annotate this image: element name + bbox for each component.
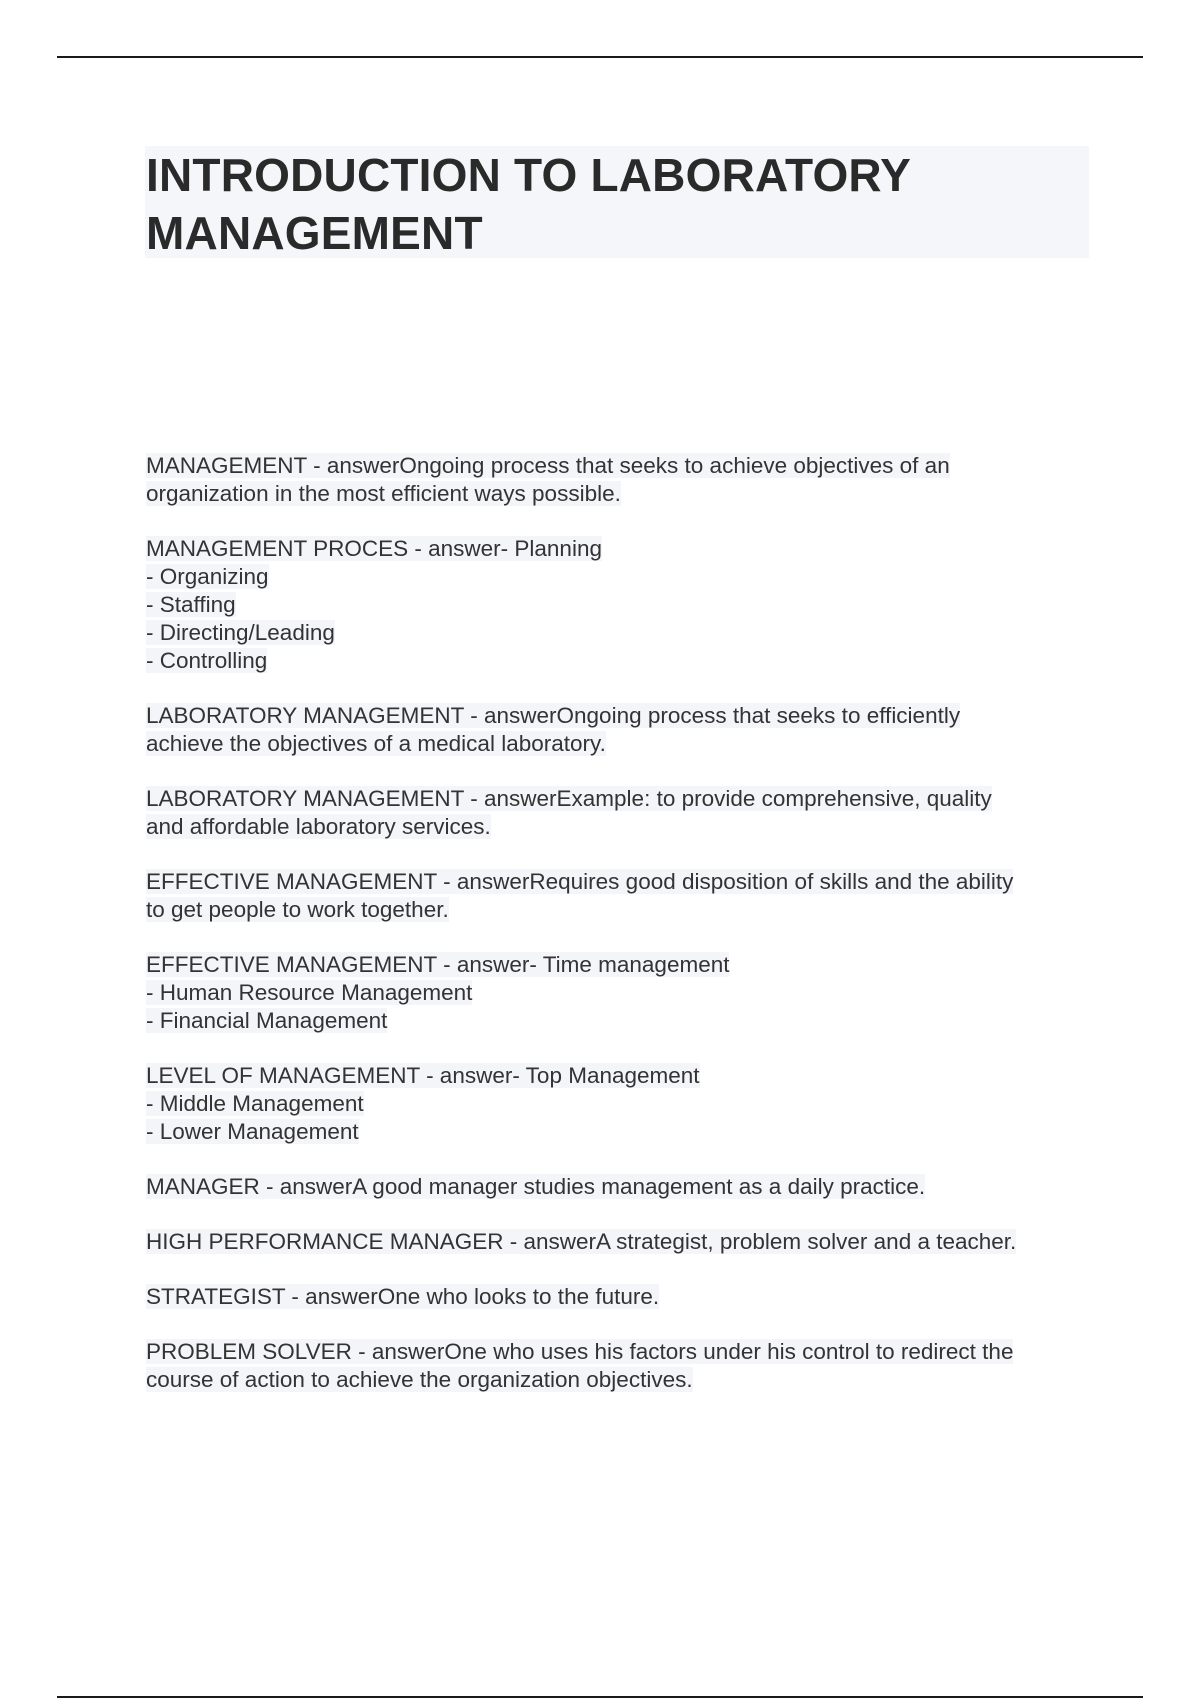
qa-entry-strategist (146, 1283, 1106, 1311)
entry-line: - Staffing (146, 592, 236, 617)
entry-line: achieve the objectives of a medical laboratory. (146, 731, 606, 756)
qa-entry-laboratory-management (146, 702, 1106, 758)
qa-entry-manager (146, 1173, 1106, 1201)
entry-line: - Lower Management (146, 1119, 359, 1144)
entry-line: LABORATORY MANAGEMENT - answerExample: to provide comprehensive, quality (146, 786, 992, 811)
top-rule (57, 56, 1143, 58)
entry-line: MANAGEMENT PROCES - answer- Planning (146, 536, 602, 561)
bottom-rule (57, 1696, 1143, 1698)
qa-entry-management (146, 452, 1106, 508)
entry-line: - Controlling (146, 648, 268, 673)
entry-line: MANAGER - answerA good manager studies management as a daily practice. (146, 1174, 926, 1199)
document-title (146, 146, 1076, 262)
entry-line: LABORATORY MANAGEMENT - answerOngoing process that seeks to efficiently (146, 703, 961, 728)
entry-line: MANAGEMENT - answerOngoing process that seeks to achieve objectives of an (146, 453, 950, 478)
entry-line: organization in the most efficient ways possible. (146, 481, 621, 506)
entry-line: PROBLEM SOLVER - answerOne who uses his factors under his control to redirect the (146, 1339, 1014, 1364)
entry-line: - Directing/Leading (146, 620, 335, 645)
qa-entry-high-performance-manager (146, 1228, 1106, 1256)
entry-line: - Human Resource Management (146, 980, 473, 1005)
entry-line: STRATEGIST - answerOne who looks to the future. (146, 1284, 660, 1309)
entry-line: EFFECTIVE MANAGEMENT - answer- Time management (146, 952, 730, 977)
title-line: INTRODUCTION TO LABORATORY (146, 149, 912, 201)
entry-line: - Organizing (146, 564, 269, 589)
title-line: MANAGEMENT (146, 207, 483, 259)
qa-entry-effective-management (146, 868, 1106, 924)
entry-line: LEVEL OF MANAGEMENT - answer- Top Management (146, 1063, 700, 1088)
qa-entry-level-of-management (146, 1062, 1106, 1146)
entry-line: - Financial Management (146, 1008, 388, 1033)
qa-entry-laboratory-management-example (146, 785, 1106, 841)
entry-line: EFFECTIVE MANAGEMENT - answerRequires good disposition of skills and the ability (146, 869, 1014, 894)
qa-entry-problem-solver (146, 1338, 1106, 1394)
qa-entry-effective-management-areas (146, 951, 1106, 1035)
entry-line: - Middle Management (146, 1091, 364, 1116)
entry-line: HIGH PERFORMANCE MANAGER - answerA strategist, problem solver and a teacher. (146, 1229, 1017, 1254)
entry-line: and affordable laboratory services. (146, 814, 491, 839)
entry-line: course of action to achieve the organization objectives. (146, 1367, 693, 1392)
qa-entry-management-process (146, 535, 1106, 675)
document-body (146, 452, 1106, 1421)
entry-line: to get people to work together. (146, 897, 449, 922)
